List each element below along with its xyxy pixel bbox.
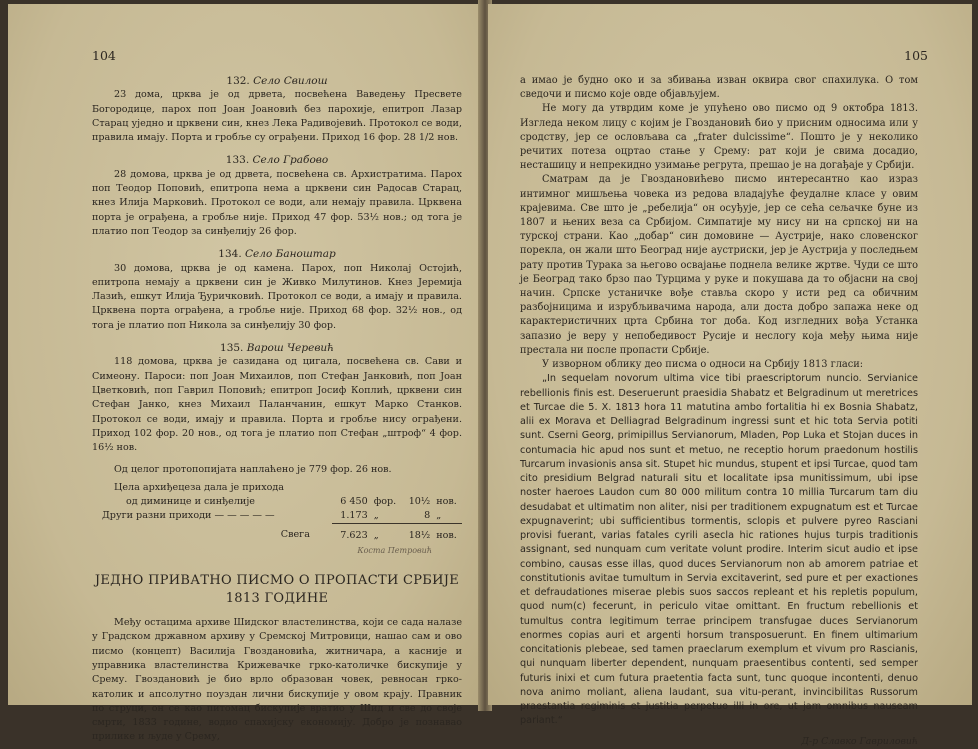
entry-text: 118 домова, црква је сазидана од цигала, посвећена св. Сави и Симеону. Пароси: поп Јоан Михаилов, поп Стефан Јанковић, поп Јоан Цветковић, поп Гаврил Поповић; епитроп Јосиф Коплић, црквени син Стефан Јанко, кнез Михаил Паланчанин, ешкут Марко Станков. Протокол се води, имају и правила. Порта и гробље нису ограђени. Приход 102 фор. 20 нов., од тога је платио поп Стефан „штроф“ 4 фор. 16½ нов. bbox=[92, 356, 462, 454]
totals-amount: 6 450 bbox=[340, 495, 368, 507]
entry-heading: 132. Село Свилош bbox=[226, 75, 328, 87]
left-page bbox=[8, 4, 482, 743]
signature: Д-р Славко Гавриловић bbox=[801, 735, 918, 747]
sum-cents-unit: нов. bbox=[436, 529, 457, 541]
paragraph: Сматрам да је Гвоздановићево писмо интересантно као израз интимног мишљења човека из редова владајуће феудалне класе у овим крајевима. Све што је „ребелија“ он осуђује, јер се сећа сељачке буне из 1807 и њених веза са Србијом. Симпатије му нису ни на српској ни на турској страни. Као „добар“ син домовине — Аустрије, нако словенског порекла, он жали што Београд није аустриски, јер је Аустрија у последњем рату против Турака за његово освајање поднела велике жртве. Чуди се што је Београд тако брзо пао Турцима у руке и покушава да то објасни на свој начин. Српске устаничке вође ставља скоро у исти ред са обичним разбојницима и изрубљивачима народа, али доста добро запажа неке од карактеристичних црта Србина тог доба. Код изгледних вођа Устанка запазио је веру у непобедивост Русије и неслогу која међу њима није престала ни после пропасти Србије. bbox=[520, 174, 918, 356]
sum-amount: 7.623 bbox=[340, 529, 368, 541]
entry-135 bbox=[92, 341, 462, 455]
latin-letter-quote: „In sequelam novorum ultima vice tibi praescriptorum nuncio. Servianice rebellionis finis est. Deseruerunt praesidia Shabatz et Belgradinum ut meretrices et Turcae die 5. X. 1813 hora 11 matutina ambo fortalitia hi ex Bosnia Shabatz, alii ex Morava et Delliagrad Belgradinum ingressi sunt et hic tota Servia potiti sunt. Cserni Georg, primipillus Servianorum, Mladen, Pop Luka et Stojan duces in contumacia hic apud nos sunt et metuo, ne receptio horum praedonum hostilis Turcarum invasionis ansa sit. Stupet hic mundus, stupent et ipsi Turcae, quod tam cito presidium Belgrad naturali situ et localitate ipsa munitissimum, ubi ipse noster haeroes Laudon cum 80 000 militum contra 10 millia Turcarum tam diu desudabat et ultimatim non aliter, nisi per traditionem expugnatum est et Turcae expugnaverint; ubi sufficientibus tormentis, sclopis et pulvere pyreo Rasciani provisi fuerant, varias fatales cyrili asecla hic rationes hujus turpis traditionis assignant, sed nunquam cum veritate volunt prodire. Interim sicut audio et ipse combino, causas esse illas, quod duces Servianorum non ab amorem patriae et constitutionis avitae tumultum in Servia excitaverint, sed pure et per exactiones et defraudationes miserae plebis suos saccos repleant et his repletis populum, quod num(c) fecerunt, in periculo vitae omittant. En fructum rebellionis et tumultus contra legitimum terrae principem transfugae duces Servianorum enormes copias auri et argenti horsum transposuerunt. En finem ultimarium concitationis plebeae, sed tamen praeclarum exemplum et vivum pro Rascianis, qui nunquam liberter dependent, nunquam praesentibus contenti, sed semper futuris inixi et cum futura praetentia facta sunt, tunc quoque incontenti, denuo nova animo moliant, aliena laudant, sua vitu-perant, invincibilitas Russorum praestantia regiminis et justitia perpetuo illi in ore, ut jam omnibus nauseam pariant.“ bbox=[520, 373, 918, 727]
totals-sum-row bbox=[92, 523, 462, 543]
page-number: 105 bbox=[904, 48, 928, 63]
totals-unit: фор. bbox=[373, 495, 397, 507]
totals-cents: 8 bbox=[402, 509, 436, 524]
totals-cents: 10½ bbox=[408, 495, 431, 507]
entry-132 bbox=[92, 74, 462, 145]
article-title: ЈЕДНО ПРИВАТНО ПИСМО О ПРОПАСТИ СРБИЈЕ 1813 ГОДИНЕ bbox=[94, 573, 460, 607]
totals-row bbox=[92, 481, 462, 509]
totals-label: Цела архиђецеза дала је прихода од диминице и синђелије bbox=[114, 481, 285, 507]
article-text: Међу остацима архиве Шидског властелинства, који се сада налазе у Градском државном архиву у Сремској Митровици, нашао сам и ово писмо (концепт) Василија Гвоздановића, житничара, а касније и управника властелинства Крижевачке грко-католичке бискупије у Срему. Гвоздановић је био врло образован човек, ревносан грко-католик и апсолутно поуздан лични бискупије у овом крају. Правник по струци, он се као питомац бискупије вратио у Шид и све до своје смрти, 1833 године, водио спахијску економију. Добро је познавао прилике и људе у Срему, bbox=[92, 617, 462, 743]
totals-unit: „ bbox=[374, 509, 402, 524]
page-number: 104 bbox=[92, 48, 116, 63]
entry-text: 28 домова, црква је од дрвета, посвећена св. Архистратима. Парох поп Теодор Поповић, епитропа нема а црквени син Радосав Старац, кнез Илија Марковић. Протокол се води, али немају правила. Црквена порта је ограђена, а гробље није. Приход 47 фор. 53½ нов.; од тога је платио поп Теодор за синђелију 26 фор. bbox=[92, 168, 462, 237]
summary-intro: Од целог протопопијата наплаћено је 779 фор. 26 нов. bbox=[114, 464, 392, 476]
right-column bbox=[520, 74, 918, 749]
sum-cents: 18½ bbox=[408, 529, 431, 541]
totals-amount: 1.173 bbox=[332, 509, 374, 524]
entry-heading: 135. Варош Черевић bbox=[220, 342, 334, 355]
sum-unit: „ bbox=[373, 529, 379, 541]
entry-heading: 134. Село Баноштар bbox=[218, 248, 336, 261]
entry-text: 23 дома, црква је од дрвета, посвећена Ваведењу Пресвете Богородице, парох поп Јоан Јоановић без парохије, епитроп Лазар Старац уједно и црквени син, кнез Лека Радивојевић. Протокол се води, правила имају. Порта и гробље су ограђени. Приход 16 фор. 28 1/2 нов. bbox=[92, 89, 462, 144]
totals-row bbox=[92, 509, 462, 524]
entry-heading: 133. Село Грабово bbox=[225, 154, 329, 167]
right-page bbox=[488, 4, 972, 747]
totals-label: Други разни приходи — — — — — bbox=[102, 509, 275, 521]
totals-table bbox=[92, 481, 462, 543]
paragraph: а имао је будно око и за збивања изван оквира свог спахилука. О том сведочи и писмо које овде објављујем. bbox=[520, 75, 918, 101]
totals-unit: нов. bbox=[436, 495, 457, 507]
entry-134 bbox=[92, 247, 462, 333]
totals-unit: „ bbox=[436, 509, 462, 524]
entry-133 bbox=[92, 153, 462, 239]
paragraph: Не могу да утврдим коме је упућено ово писмо од 9 октобра 1813. Изгледа неком лицу с којим је Гвоздановић био у присним односима или у сродству, јер се ословљава са „frater dulcissime“. Пошто је у неколико речитих потеза оцртао стање у Срему: рат који је свима досадио, несташицу и непрекидно узимање регрута, прешао је на догађаје у Србији. bbox=[520, 103, 918, 172]
sum-label: Свега bbox=[280, 529, 310, 541]
author-stamp: Коста Петровић bbox=[357, 545, 432, 555]
left-column bbox=[92, 74, 462, 745]
entry-text: 30 домова, црква је од камена. Парох, поп Николај Остојић, епитропа немају а црквени син је Живко Милутинов. Кнез Јеремија Лазић, ешкут Илија Ђуричковић. Протокол се води, а имају и правила. Црквена порта ограђена, а гробље није. Приход 68 фор. 32½ нов., од тога је платио поп Никола за синђелију 30 фор. bbox=[92, 262, 462, 331]
paragraph: У изворном облику део писма о односи на Србију 1813 гласи: bbox=[542, 359, 864, 371]
